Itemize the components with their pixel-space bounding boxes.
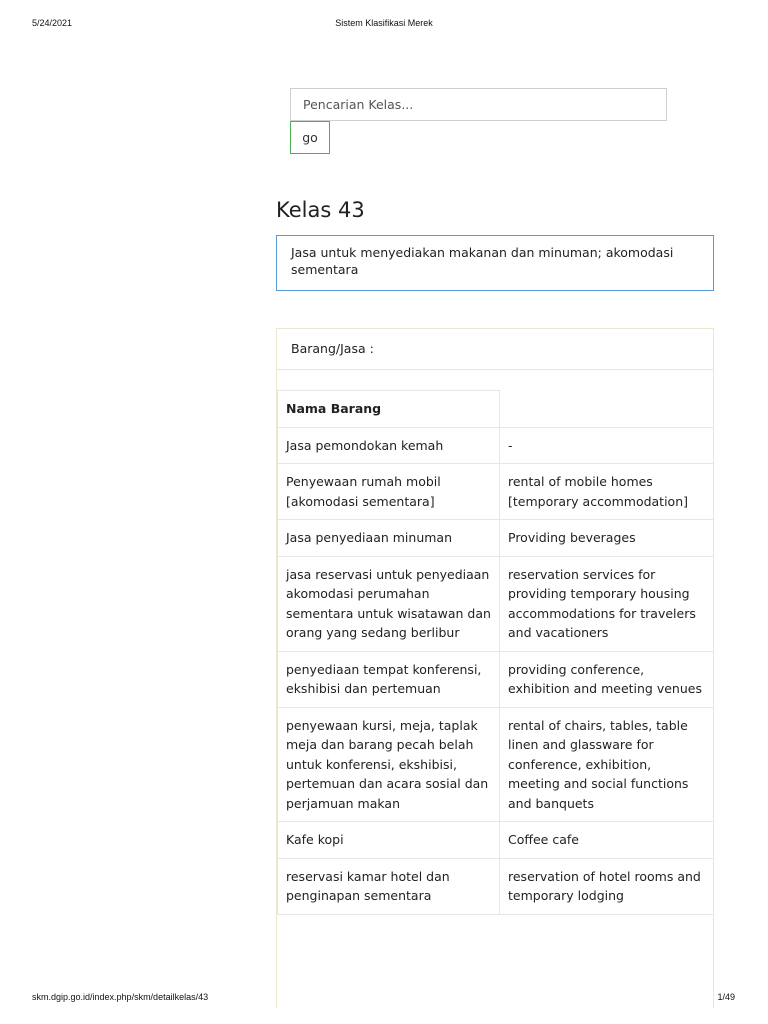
cell-english-name: Coffee cafe [500,822,714,859]
cell-english-name: - [500,427,714,464]
print-url: skm.dgip.go.id/index.php/skm/detailkelas/43 [32,992,209,1002]
cell-english-name: Providing beverages [500,520,714,557]
goods-panel [276,328,714,1008]
table-row [278,707,714,822]
print-header [0,18,768,32]
cell-nama-barang: Jasa penyediaan minuman [278,520,500,557]
cell-nama-barang: Kafe kopi [278,822,500,859]
table-row [278,556,714,651]
print-page-title: Sistem Klasifikasi Merek [335,18,433,28]
cell-nama-barang: Jasa pemondokan kemah [278,427,500,464]
class-description: Jasa untuk menyediakan makanan dan minuman; akomodasi sementara [276,235,714,291]
cell-english-name: providing conference, exhibition and meeting venues [500,651,714,707]
cell-nama-barang: jasa reservasi untuk penyediaan akomodasi perumahan sementara untuk wisatawan dan orang yang sedang berlibur [278,556,500,651]
print-page-number: 1/49 [717,992,735,1002]
column-header-nama-barang: Nama Barang [278,391,500,428]
goods-table [277,390,714,915]
search-input[interactable] [290,88,667,121]
print-date: 5/24/2021 [32,18,73,28]
goods-table-body [278,427,714,914]
table-row [278,464,714,520]
table-row [278,858,714,914]
cell-nama-barang: penyewaan kursi, meja, taplak meja dan barang pecah belah untuk konferensi, ekshibisi, pertemuan dan acara sosial dan perjamuan makan [278,707,500,822]
cell-english-name: rental of mobile homes [temporary accommodation] [500,464,714,520]
goods-table-header-row [278,391,714,428]
table-row [278,520,714,557]
cell-nama-barang: Penyewaan rumah mobil [akomodasi sementara] [278,464,500,520]
cell-nama-barang: penyediaan tempat konferensi, ekshibisi dan pertemuan [278,651,500,707]
print-footer [0,992,768,1006]
go-button[interactable]: go [290,121,330,154]
cell-english-name: reservation services for providing temporary housing accommodations for travelers and vacationers [500,556,714,651]
table-row [278,651,714,707]
table-row [278,427,714,464]
cell-english-name: rental of chairs, tables, table linen and glassware for conference, exhibition, meeting and social functions and banquets [500,707,714,822]
goods-panel-heading: Barang/Jasa : [277,329,713,370]
column-header-english [500,391,714,428]
class-title: Kelas 43 [276,198,365,222]
cell-nama-barang: reservasi kamar hotel dan penginapan sementara [278,858,500,914]
table-row [278,822,714,859]
cell-english-name: reservation of hotel rooms and temporary lodging [500,858,714,914]
